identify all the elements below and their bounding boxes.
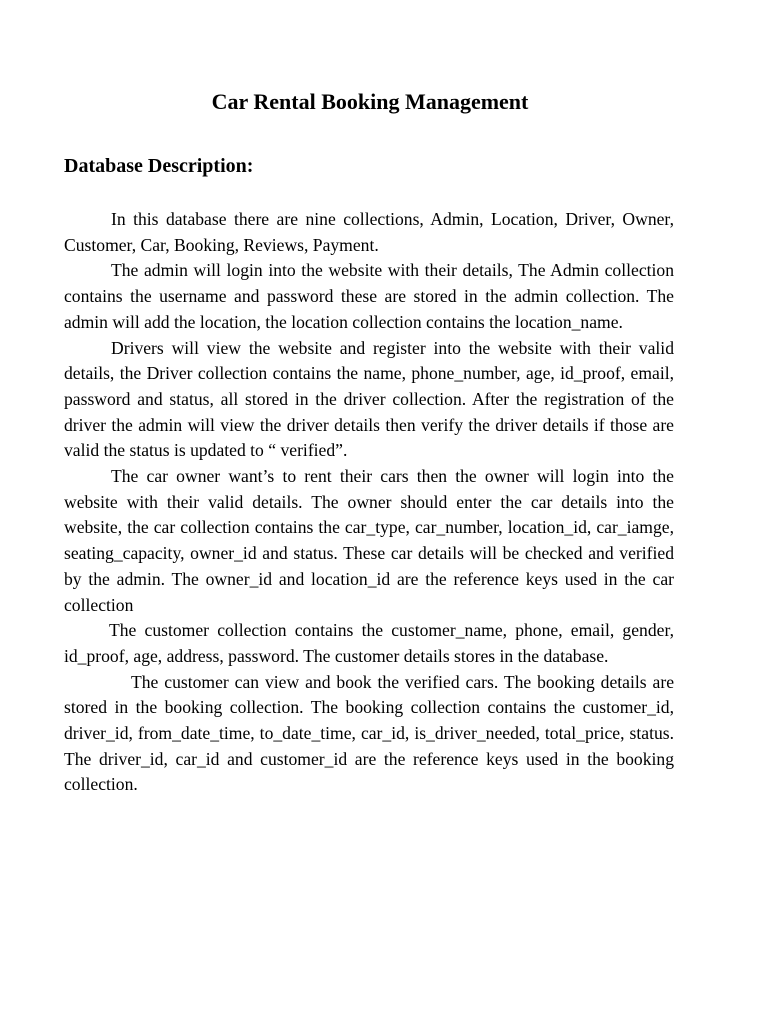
section-heading: Database Description: <box>64 155 254 177</box>
paragraph-driver: Drivers will view the website and register into the website with their valid details, the Driver collection contains the name, phone_number, age, id_proof, email, password and status, all stored in the driver collection. After the registration of the driver the admin will view the driver details then verify the driver details if those are valid the status is updated to “ verified”. <box>64 337 674 461</box>
paragraph-customer: The customer collection contains the customer_name, phone, email, gender, id_proof, age, address, password. The customer details stores in the database. <box>64 620 674 666</box>
paragraph-collections: In this database there are nine collections, Admin, Location, Driver, Owner, Customer, Car, Booking, Reviews, Payment. <box>64 209 674 255</box>
paragraph-booking: The customer can view and book the verified cars. The booking details are stored in the booking collection. The booking collection contains the customer_id, driver_id, from_date_time, to_date_time, car_id, is_driver_needed, total_price, status. The driver_id, car_id and customer_id are the reference keys used in the booking collection. <box>64 671 674 795</box>
document-body <box>64 207 674 798</box>
paragraph-admin: The admin will login into the website with their details, The Admin collection contains the username and password these are stored in the admin collection. The admin will add the location, the location collection contains the location_name. <box>64 260 674 332</box>
document-title: Car Rental Booking Management <box>211 89 529 114</box>
paragraph-owner: The car owner want’s to rent their cars then the owner will login into the website with their valid details. The owner should enter the car details into the website, the car collection contains the car_type, car_number, location_id, car_iamge, seating_capacity, owner_id and status. These car details will be checked and verified by the admin. The owner_id and location_id are the reference keys used in the car collection <box>64 466 674 615</box>
